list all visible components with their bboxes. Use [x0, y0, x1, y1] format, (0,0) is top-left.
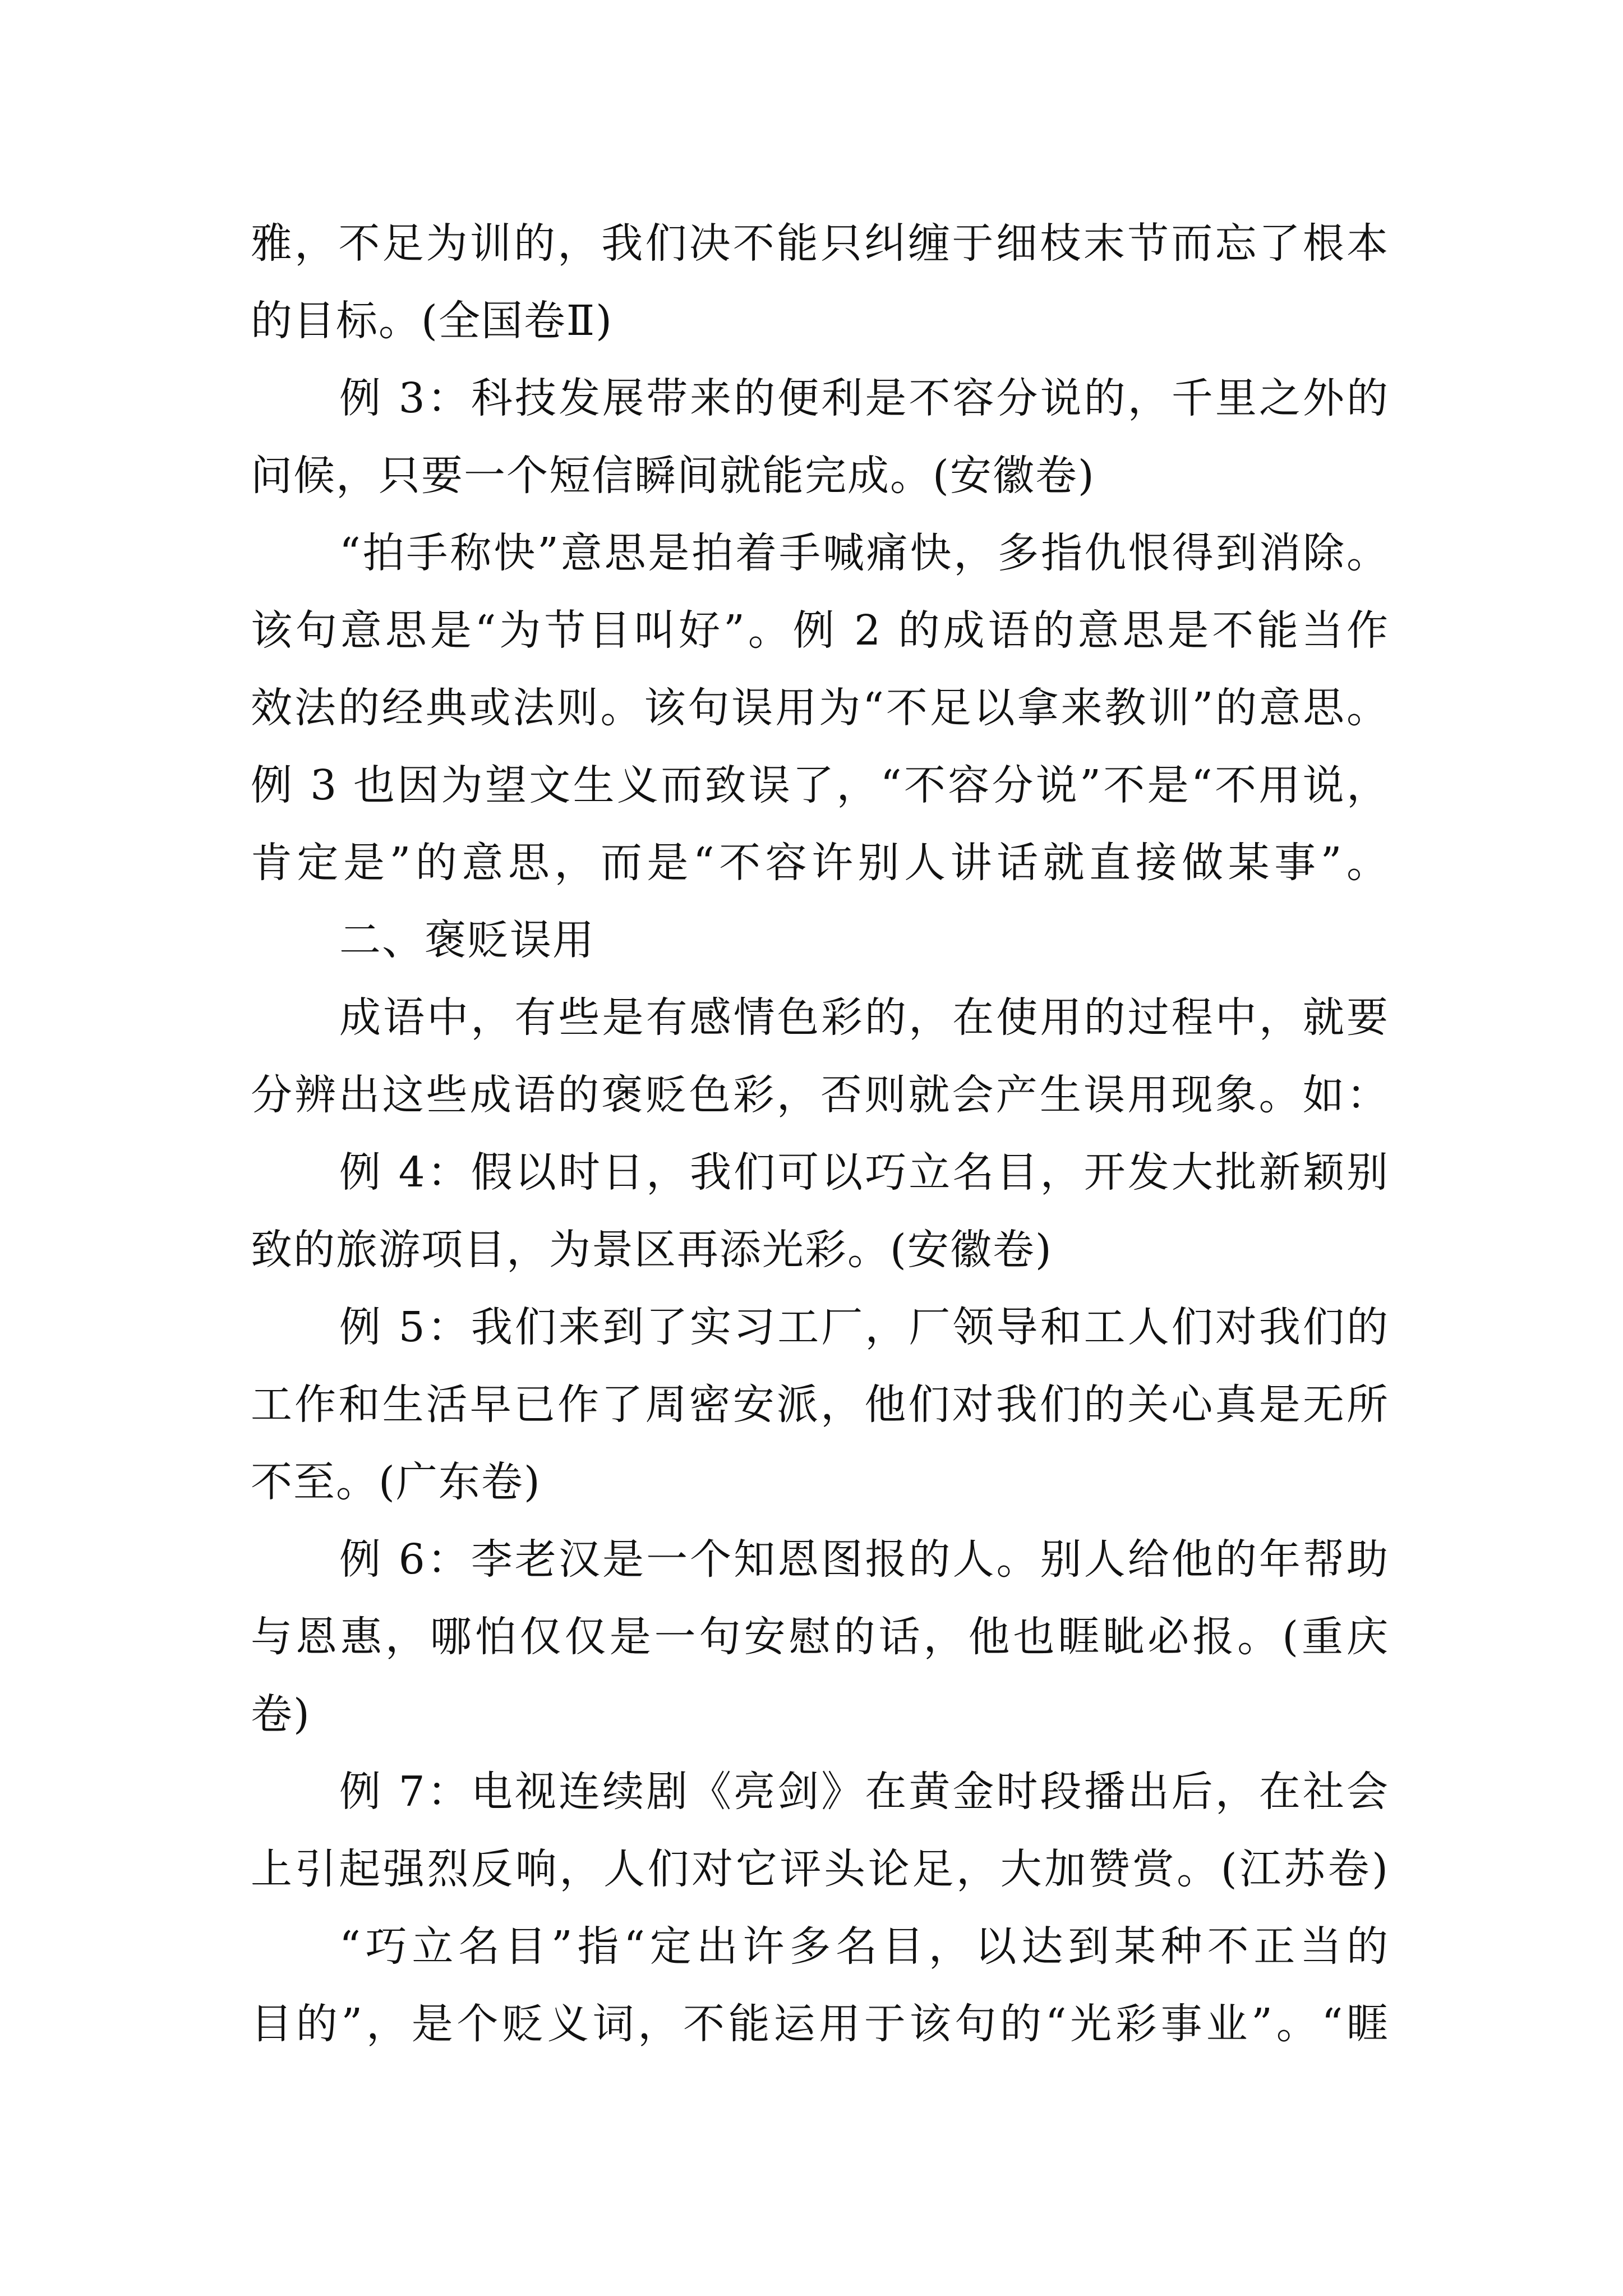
text-line: 例 4：假以时日，我们可以巧立名目，开发大批新颖别 [339, 1148, 1389, 1197]
text-line: “巧立名目”指“定出许多名目，以达到某种不正当的 [339, 1922, 1389, 1971]
text-line: 效法的经典或法则。该句误用为“不足以拿来教训”的意思。 [251, 684, 1389, 732]
paragraph [251, 1134, 1389, 1289]
text-line: 的目标。(全国卷Ⅱ) [251, 297, 614, 345]
text-line: 卷) [251, 1690, 311, 1738]
paragraph [251, 1753, 1389, 1908]
paragraph [251, 360, 1389, 514]
text-line: 例 6：李老汉是一个知恩图报的人。别人给他的年帮助 [339, 1535, 1389, 1584]
text-line: 上引起强烈反响，人们对它评头论足，大加赞赏。(江苏卷) [251, 1845, 1389, 1893]
text-line: 例 5：我们来到了实习工厂，厂领导和工人们对我们的 [339, 1303, 1389, 1351]
text-line: 例 7：电视连续剧《亮剑》在黄金时段播出后，在社会 [339, 1768, 1389, 1816]
paragraph [251, 1521, 1389, 1753]
text-line: 不至。(广东卷) [251, 1458, 541, 1506]
text-line: 该句意思是“为节目叫好”。例 2 的成语的意思是不能当作 [251, 606, 1389, 655]
paragraph [251, 1908, 1389, 2063]
text-line: 例 3 也因为望文生义而致误了，“不容分说”不是“不用说， [251, 761, 1389, 809]
body-text [251, 205, 1389, 2063]
text-line: 工作和生活早已作了周密安派，他们对我们的关心真是无所 [251, 1381, 1389, 1429]
text-line: 问候，只要一个短信瞬间就能完成。(安徽卷) [251, 452, 1095, 500]
text-line: “拍手称快”意思是拍着手喊痛快，多指仇恨得到消除。 [339, 529, 1389, 577]
text-line: 致的旅游项目，为景区再添光彩。(安徽卷) [251, 1226, 1053, 1274]
text-line: 成语中，有些是有感情色彩的，在使用的过程中，就要 [339, 993, 1389, 1042]
text-line: 分辨出这些成语的褒贬色彩，否则就会产生误用现象。如： [251, 1071, 1389, 1119]
paragraph [251, 979, 1389, 1134]
text-line: 与恩惠，哪怕仅仅是一句安慰的话，他也睚眦必报。(重庆 [251, 1613, 1389, 1661]
text-line: 目的”，是个贬义词，不能运用于该句的“光彩事业”。“睚 [251, 2000, 1389, 2048]
section-heading [251, 901, 1389, 979]
text-line: 肯定是”的意思，而是“不容许别人讲话就直接做某事”。 [251, 839, 1389, 887]
paragraph [251, 1289, 1389, 1521]
section-heading-text: 二、褒贬误用 [339, 916, 595, 964]
paragraph [251, 514, 1389, 901]
paragraph [251, 205, 1389, 360]
text-line: 雅，不足为训的，我们决不能只纠缠于细枝末节而忘了根本 [251, 219, 1389, 268]
text-line: 例 3：科技发展带来的便利是不容分说的，千里之外的 [339, 374, 1389, 422]
